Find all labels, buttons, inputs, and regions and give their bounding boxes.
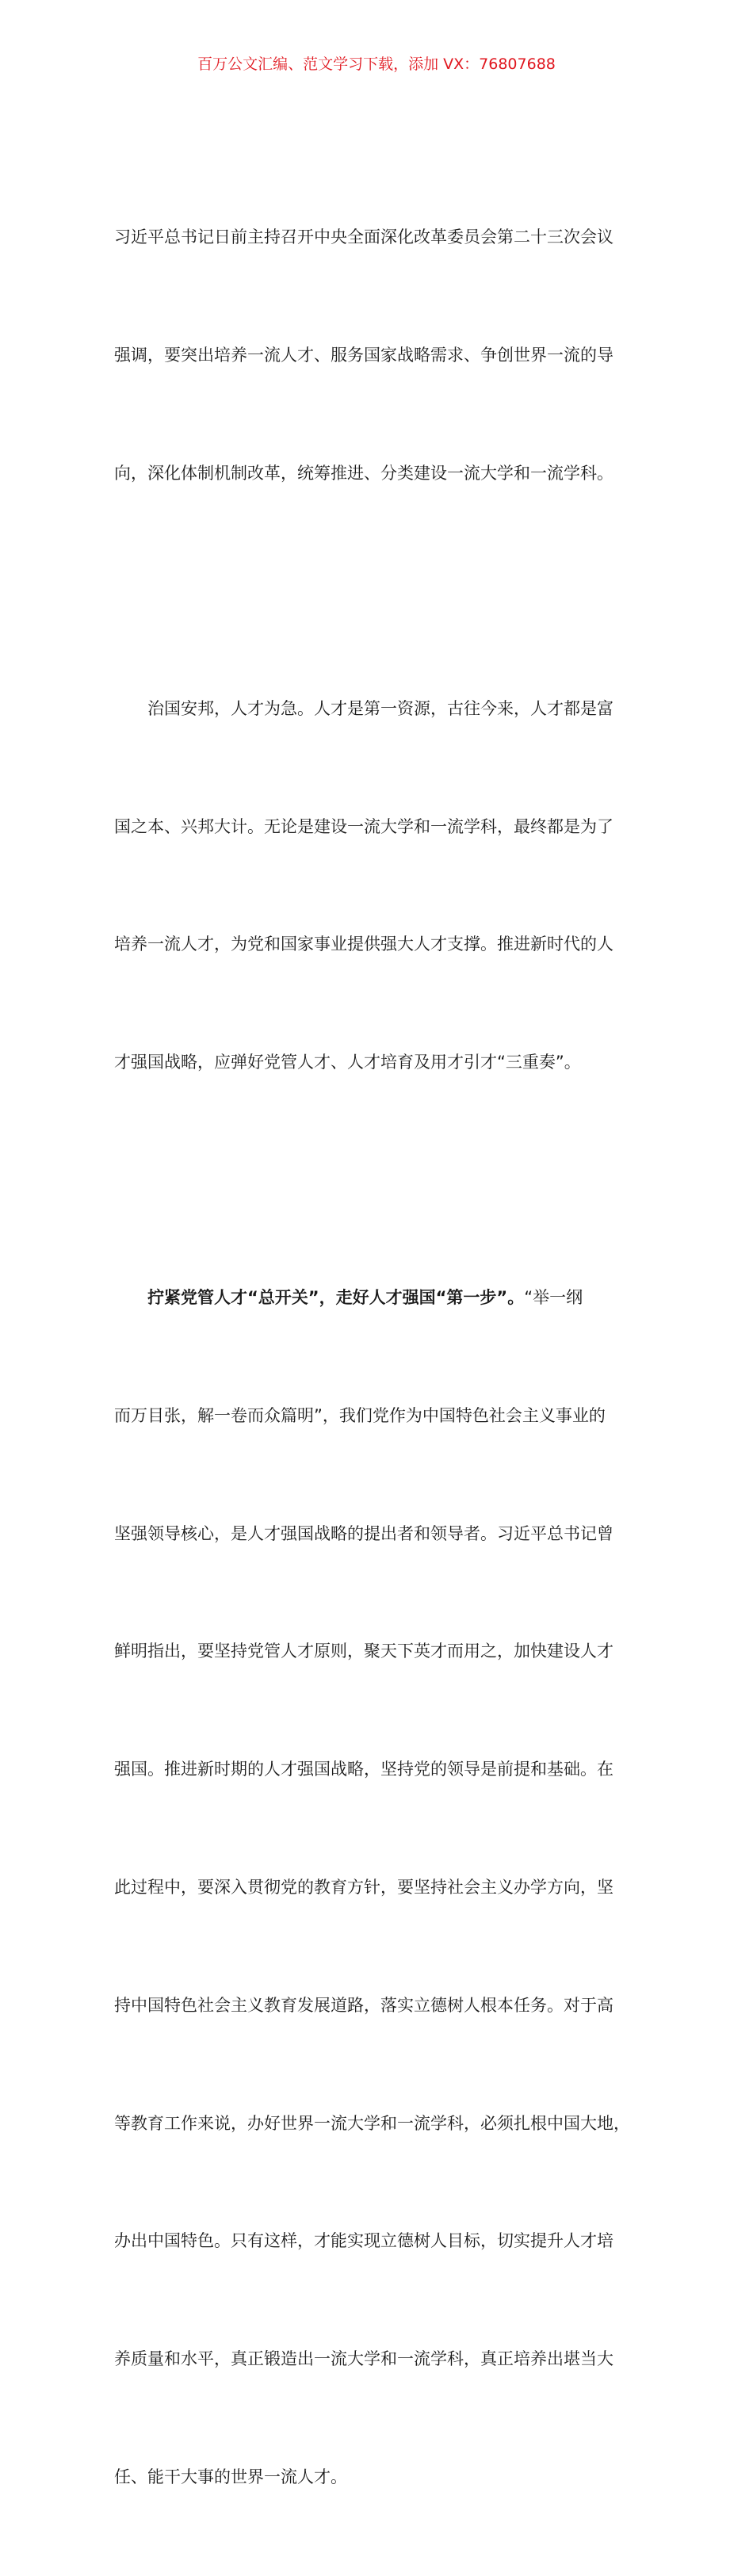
paragraph-line: 才强国战略，应弹好党管人才、人才培育及用才引才“三重奏”。	[114, 1053, 581, 1072]
paragraph-intro	[114, 140, 640, 572]
paragraph-line: 等教育工作来说，办好世界一流大学和一流学科，必须扎根中国大地，	[114, 2113, 630, 2133]
paragraph-line: 国之本、兴邦大计。无论是建设一流大学和一流学科，最终都是为了	[114, 816, 613, 836]
paragraph-line: 持中国特色社会主义教育发展道路，落实立德树人根本任务。对于高	[114, 1995, 613, 2015]
header-banner: 百万公文汇编、范文学习下载，添加 VX：76807688	[197, 55, 556, 73]
paragraph-line: 鲜明指出，要坚持党管人才原则，聚天下英才而用之，加快建设人才	[114, 1642, 613, 1661]
paragraph-line: 办出中国特色。只有这样，才能实现立德树人目标，切实提升人才培	[114, 2231, 613, 2251]
paragraph-line: 强国。推进新时期的人才强国战略，坚持党的领导是前提和基础。在	[114, 1760, 613, 1779]
paragraph-line: 培养一流人才，为党和国家事业提供强大人才支撑。推进新时代的人	[114, 934, 613, 954]
paragraph-first-line	[114, 1278, 640, 1318]
paragraph-line: 坚强领导核心，是人才强国战略的提出者和领导者。习近平总书记曾	[114, 1523, 613, 1543]
paragraph-line: 治国安邦，人才为急。人才是第一资源，古往今来，人才都是富	[114, 698, 613, 718]
paragraph-line: 任、能干大事的世界一流人才。	[114, 2467, 347, 2486]
paragraph-line: 此过程中，要深入贯彻党的教育方针，要坚持社会主义办学方向，坚	[114, 1877, 613, 1897]
paragraph-party-leadership	[114, 1200, 640, 2576]
paragraph-line: 向，深化体制机制改革，统筹推进、分类建设一流大学和一流学科。	[114, 463, 613, 483]
paragraph-line: 而万目张，解一卷而众篇明”，我们党作为中国特色社会主义事业的	[114, 1405, 606, 1425]
paragraph-line: 养质量和水平，真正锻造出一流大学和一流学科，真正培养出堪当大	[114, 2349, 613, 2369]
paragraph-line: 习近平总书记日前主持召开中央全面深化改革委员会第二十三次会议	[114, 227, 613, 247]
paragraph-talent	[114, 611, 640, 1161]
document-body	[114, 140, 640, 2576]
paragraph-bold-heading: 拧紧党管人才“总开关”，走好人才强国“第一步”。	[114, 1288, 525, 1308]
paragraph-line: 强调，要突出培养一流人才、服务国家战略需求、争创世界一流的导	[114, 345, 613, 365]
paragraph-first-line-rest: “举一纲	[524, 1288, 583, 1308]
